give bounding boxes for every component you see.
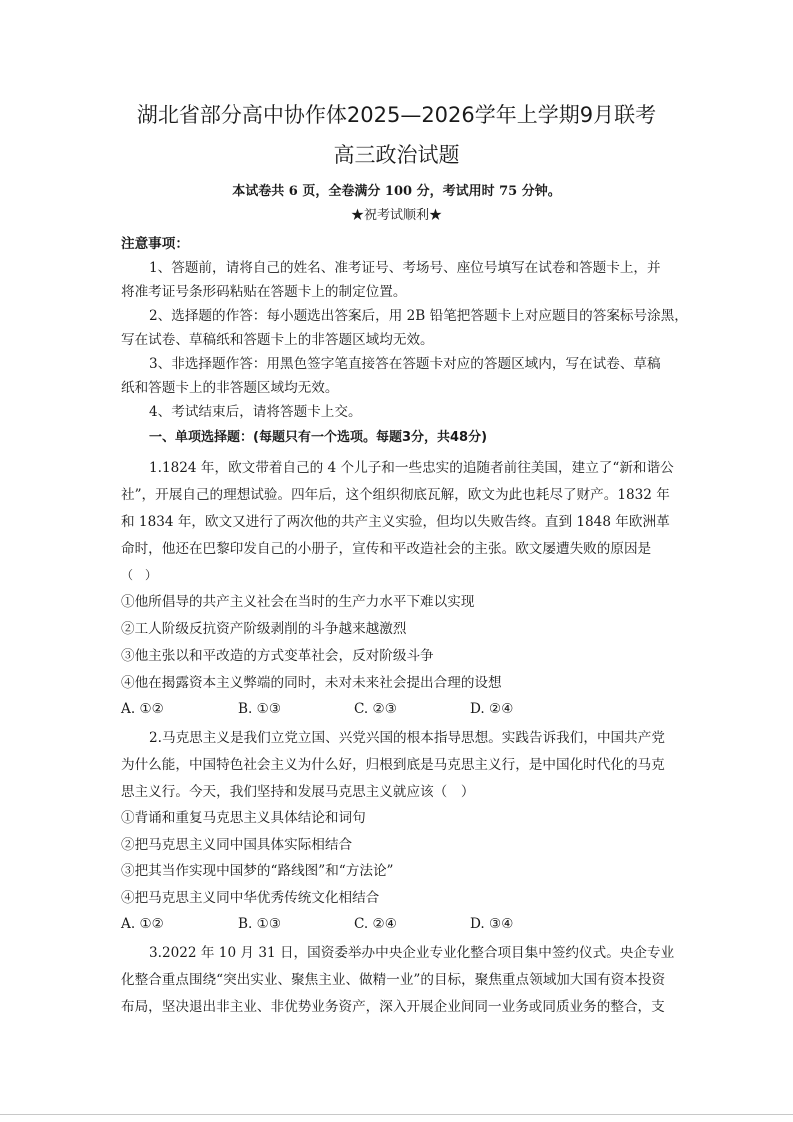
note-line: 4、考试结束后，请将答题卡上交。 xyxy=(149,404,362,420)
statement-1: ①他所倡导的共产主义社会在当时的生产力水平下难以实现 xyxy=(121,594,475,610)
question-1-text: 和 1834 年，欧文又进行了两次他的共产主义实验，但均以失败告终。直到 1848 年欧洲革 xyxy=(121,514,670,530)
option-b[interactable]: B. ①③ xyxy=(238,701,282,717)
note-line: 将准考证号条形码粘贴在答题卡上的制定位置。 xyxy=(121,284,407,300)
statement-4: ④他在揭露资本主义弊端的同时，未对未来社会提出合理的设想 xyxy=(121,675,502,691)
note-line: 写在试卷、草稿纸和答题卡上的非答题区域均无效。 xyxy=(121,332,434,348)
page-bottom-divider xyxy=(0,1114,793,1115)
statement-3: ③把其当作实现中国梦的“路线图”和“方法论” xyxy=(121,863,394,879)
good-luck-wish: ★祝考试顺利★ xyxy=(350,208,442,223)
question-1-text: 命时，他还在巴黎印发自己的小册子，宣传和平改造社会的主张。欧文屡遭失败的原因是 xyxy=(121,541,652,557)
note-line: 纸和答题卡上的非答题区域均无效。 xyxy=(121,380,339,396)
question-2-text: 为什么能，中国特色社会主义为什么好，归根到底是马克思主义行，是中国化时代化的马克 xyxy=(121,757,665,773)
option-c[interactable]: C. ②④ xyxy=(354,916,397,932)
statement-2: ②把马克思主义同中国具体实际相结合 xyxy=(121,837,353,853)
question-1-text: 1.1824 年，欧文带着自己的 4 个儿子和一些忠实的追随者前往美国，建立了“新和谐公 xyxy=(149,460,674,476)
note-line: 1、答题前，请将自己的姓名、准考证号、考场号、座位号填写在试卷和答题卡上，并 xyxy=(149,260,661,276)
answer-blank: （ ） xyxy=(121,568,158,582)
question-2-text: 思主义行。今天，我们坚持和发展马克思主义就应该（ ） xyxy=(121,784,475,800)
option-b[interactable]: B. ①③ xyxy=(238,916,282,932)
option-c[interactable]: C. ②③ xyxy=(354,701,397,717)
option-a[interactable]: A. ①② xyxy=(121,701,164,717)
statement-4: ④把马克思主义同中华优秀传统文化相结合 xyxy=(121,890,380,906)
question-1-options xyxy=(121,699,681,719)
exam-subtitle: 高三政治试题 xyxy=(333,143,460,167)
question-2-text: 2.马克思主义是我们立党立国、兴党兴国的根本指导思想。实践告诉我们，中国共产党 xyxy=(149,730,665,746)
option-a[interactable]: A. ①② xyxy=(121,916,164,932)
note-line: 2、选择题的作答：每小题选出答案后，用 2B 铅笔把答题卡上对应题目的答案标号涂黑， xyxy=(149,308,688,324)
exam-title: 湖北省部分高中协作体2025—2026学年上学期9月联考 xyxy=(136,103,657,127)
statement-3: ③他主张以和平改造的方式变革社会，反对阶级斗争 xyxy=(121,648,434,664)
question-3-text: 3.2022 年 10 月 31 日，国资委举办中央企业专业化整合项目集中签约仪式。央企专业 xyxy=(149,945,675,961)
statement-2: ②工人阶级反抗资产阶级剥削的斗争越来越激烈 xyxy=(121,621,407,637)
question-3-text: 布局，坚决退出非主业、非优势业务资产，深入开展企业间同一业务或同质业务的整合，支 xyxy=(121,999,665,1015)
exam-info: 本试卷共 6 页，全卷满分 100 分，考试用时 75 分钟。 xyxy=(232,184,561,199)
section-heading: 一、单项选择题：(每题只有一个选项。每题3分，共48分) xyxy=(149,430,488,445)
notes-heading: 注意事项： xyxy=(121,236,189,252)
statement-1: ①背诵和重复马克思主义具体结论和词句 xyxy=(121,810,366,826)
option-d[interactable]: D. ②④ xyxy=(470,701,514,717)
note-line: 3、非选择题作答：用黑色签字笔直接答在答题卡对应的答题区域内，写在试卷、草稿 xyxy=(149,356,661,372)
question-2-options xyxy=(121,914,681,934)
question-3-text: 化整合重点围绕“突出实业、聚焦主业、做精一业”的目标，聚焦重点领域加大国有资本投资 xyxy=(121,972,666,988)
question-1-text: 社”，开展自己的理想试验。四年后，这个组织彻底瓦解，欧文为此也耗尽了财产。1832 年 xyxy=(121,487,670,503)
option-d[interactable]: D. ③④ xyxy=(470,916,514,932)
